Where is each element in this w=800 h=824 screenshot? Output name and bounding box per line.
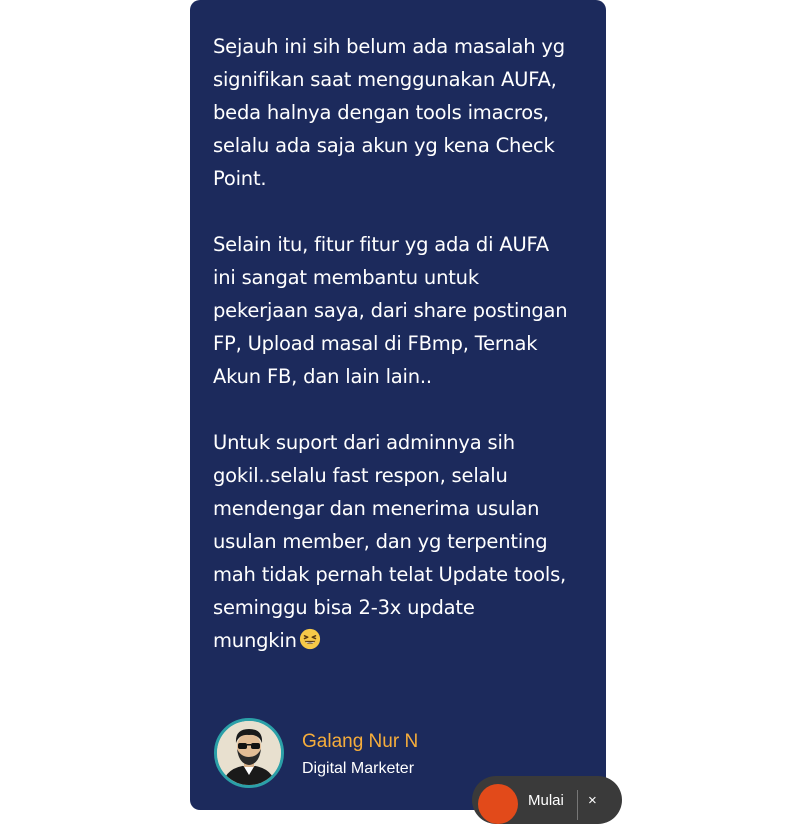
chat-bubble-icon [478,784,518,824]
testimonial-paragraph-1: Sejauh ini sih belum ada masalah yg signifikan saat menggunakan AUFA, beda halnya dengan tools imacros, selalu ada saja akun yg kena Check Point. [213,35,565,190]
grinning-squinting-face-icon [299,628,321,650]
testimonial-card [190,0,606,810]
author-name: Galang Nur N [302,731,419,752]
chat-close-button[interactable]: × [588,792,597,809]
chat-widget-label: Mulai [528,792,564,809]
testimonial-paragraph-3-text: Untuk suport dari adminnya sih gokil..selalu fast respon, selalu mendengar dan menerima usulan usulan member, dan yg terpenting mah tidak pernah telat Update tools, seminggu bisa 2-3x update mungkin [213,431,567,652]
testimonial-paragraph-3 [213,426,586,657]
author-avatar [214,718,284,788]
testimonial-paragraph-2: Selain itu, fitur fitur yg ada di AUFA ini sangat membantu untuk pekerjaan saya, dari share postingan FP, Upload masal di FBmp, Ternak Akun FB, dan lain lain.. [213,233,568,388]
chat-widget-button[interactable] [472,776,622,824]
bearded-man-avatar-icon [217,721,281,785]
author-role: Digital Marketer [302,760,415,777]
author-block [214,718,418,788]
chat-widget-divider [577,790,578,820]
author-info [302,730,418,780]
